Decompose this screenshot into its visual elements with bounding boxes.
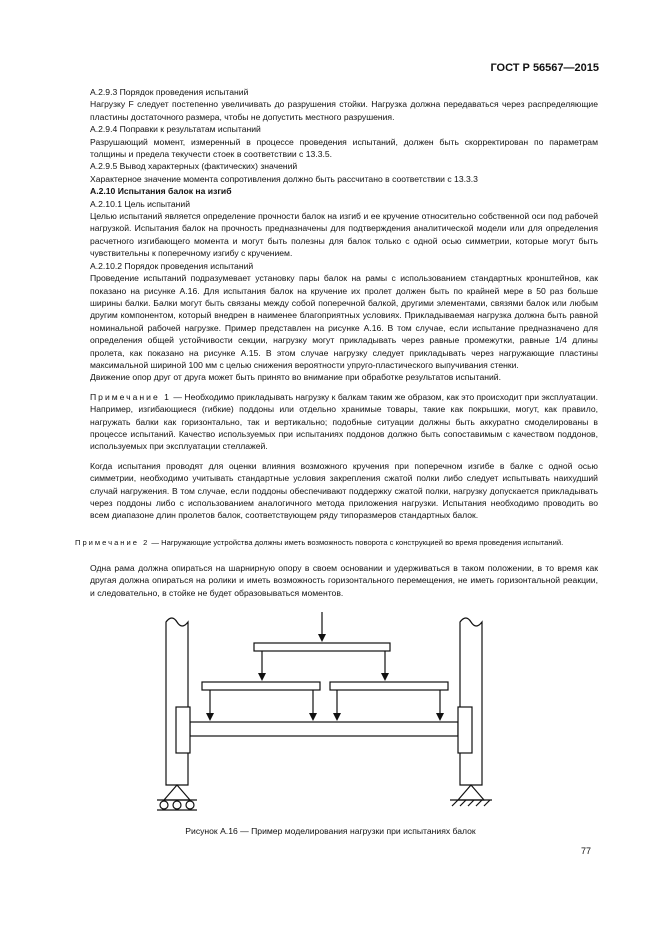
section-heading: A.2.10.1 Цель испытаний xyxy=(90,198,191,209)
note-label: Примечание 1 xyxy=(90,391,171,402)
paragraph: Целью испытаний является определение прочности балок на изгиб и ее кручение относительно собственной оси под рабочей нагрузкой. Испытания балок на прочность предназначены для подтверждения аналитической модели или для определения расчетного изгибающего момента и могут быть полезны для балок только с одной осью симметрии, которые могут быть чувствительны к поперечному изгибу с кручением. xyxy=(90,211,598,259)
right-spreader-plate xyxy=(330,682,448,690)
document-header: ГОСТ Р 56567—2015 xyxy=(490,62,599,74)
test-beam xyxy=(190,722,458,736)
left-column xyxy=(166,618,188,785)
left-bracket xyxy=(176,707,190,753)
section-heading: A.2.9.4 Поправки к результатам испытаний xyxy=(90,124,261,135)
note-label: Примечание 2 xyxy=(75,538,150,547)
left-pin-support xyxy=(164,785,190,800)
note-text: — Необходимо прикладывать нагрузку к балкам таким же образом, как это происходит при эксплуатации. Например, изгибающиеся (гибкие) поддоны или отдельно хранимые товары, такие как покрышки, могут, как правило, нагружать балки как горизонтально, так и вертикально; подобные ситуации должны быть аккуратно смоделированы в процессе испытаний. Качество используемых при испытаниях поддонов должно быть сопоставимым с качеством поддонов, используемых при эксплуатации стеллажей. xyxy=(90,391,598,452)
paragraph: Проведение испытаний подразумевает установку пары балок на рамы с использованием стандартных кронштейнов, как показано на рисунке А.16. Для испытания балок на кручение их пролет должен быть по крайней мере в 50 раз больше ширины балки. Балки могут быть связаны между собой поперечной балкой, другими элементами, связями балок или любым другим компонентом, который внедрен в наименее благоприятных условиях. Прикладываемая нагрузка должна быть равной номинальной рабочей нагрузке. Пример представлен на рисунке А.16. В том случае, если испытание предназначено для определения общей устойчивости секции, нагрузку могут прикладывать через равные промежутки, равные 1/4 длины пролета, как показано на рисунке А.15. В этом случае нагрузку следует прикладывать через нагружающие пластины максимальной шириной 100 мм с целью снижения вероятности упруго-пластического выпучивания стенки. xyxy=(90,273,598,370)
paragraph: Движение опор друг от друга может быть принято во внимание при обработке результатов испытаний. xyxy=(90,372,501,383)
right-pin-support xyxy=(458,785,484,800)
paragraph: Характерное значение момента сопротивления должно быть рассчитано в соответствии с 13.3.3 xyxy=(90,173,478,184)
right-column xyxy=(460,618,482,785)
left-spreader-plate xyxy=(202,682,320,690)
top-spreader-plate xyxy=(254,643,390,651)
section-heading: A.2.10.2 Порядок проведения испытаний xyxy=(90,260,254,271)
right-bracket xyxy=(458,707,472,753)
section-heading: A.2.9.5 Вывод характерных (фактических) значений xyxy=(90,161,298,172)
paragraph: Одна рама должна опираться на шарнирную опору в своем основании и удерживаться в таком положении, в то время как другая должна опираться на ролики и иметь возможность горизонтального перемещения, не иметь горизонтальной реакции, и следовательно, в стойке не будет образовываться моментов. xyxy=(90,563,598,598)
paragraph: Нагрузку F следует постепенно увеличивать до разрушения стойки. Нагрузка должна передаваться через распределяющие пластины достаточного размера, чтобы не допустить местного разрушения. xyxy=(90,99,598,122)
page-number: 77 xyxy=(580,846,591,856)
paragraph: Когда испытания проводят для оценки влияния возможного кручения при поперечном изгибе в балке с одной осью симметрии, необходимо учитывать стандартные условия закрепления сжатой полки либо следует испытывать наихудший случай нагружения. В том случае, если поддоны обеспечивают поддержку сжатой полки, нагрузку допускается прикладывать через поддоны либо с использованием аналогичного метода приложения нагрузки. Испытания необходимо проводить во всем диапазоне длин пролетов балок, соответствующем ряду типоразмеров стандартных балок. xyxy=(90,460,598,521)
figure-caption: Рисунок А.16 — Пример моделирования нагрузки при испытаниях балок xyxy=(185,826,476,836)
section-heading-bold: A.2.10 Испытания балок на изгиб xyxy=(90,186,232,197)
section-heading: A.2.9.3 Порядок проведения испытаний xyxy=(90,87,249,97)
note-text: — Нагружающие устройства должны иметь возможность поворота с конструкцией во время проведения испытаний. xyxy=(149,538,564,547)
paragraph: Разрушающий момент, измеренный в процессе проведения испытаний, должен быть скорректирован по параметрам толщины и предела текучести стоек в соответствии с 13.3.5. xyxy=(90,136,598,160)
